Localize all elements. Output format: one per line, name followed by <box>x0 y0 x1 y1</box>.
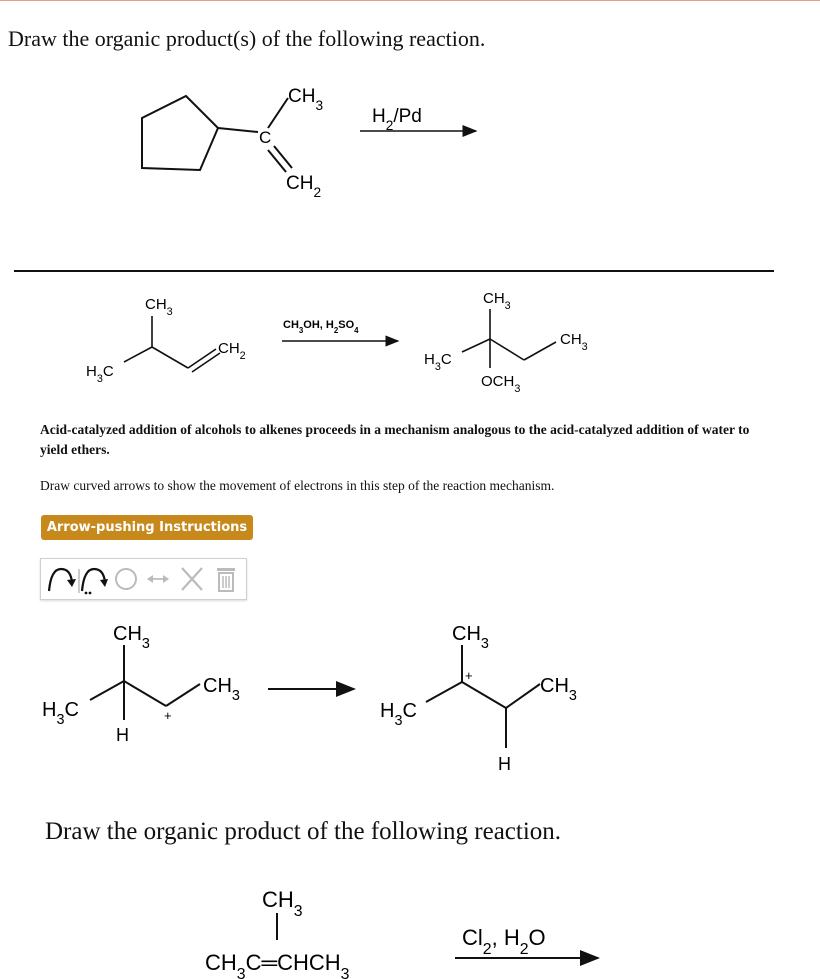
trash-icon[interactable] <box>211 563 241 595</box>
q1-c-label: C <box>259 128 272 147</box>
x-icon[interactable] <box>177 563 207 595</box>
arrow-pushing-instructions-button[interactable]: Arrow-pushing Instructions <box>41 515 253 540</box>
mechanism-instruction: Draw curved arrows to show the movement of electrons in this step of the reaction mechanism. <box>40 478 555 493</box>
double-arrow-icon[interactable] <box>143 563 173 595</box>
mech-left-plus: + <box>164 708 172 723</box>
q1-ch3-label: $CH_3$ <box>288 86 324 113</box>
q3-ch3-label: $CH_3$ <box>262 887 303 920</box>
q2-product-h3c: $H_3C$ <box>424 351 452 373</box>
mech-right-h3c: $H_3C$ <box>380 700 417 729</box>
q1-double-bond-a <box>268 150 286 172</box>
question-1-title: Draw the organic product(s) of the following reaction. <box>8 26 486 51</box>
q2-product-och3: $OCH_3$ <box>481 373 521 395</box>
q1-bond-ring-c <box>218 128 258 132</box>
q1-reagent-label: $H_2/Pd$ <box>372 106 422 133</box>
q2-product-ch3-right: $CH_3$ <box>560 331 588 353</box>
mech-right-ch3-top: $CH_3$ <box>452 623 489 652</box>
mech-right-h: H <box>498 754 511 774</box>
mech-right-bonds <box>426 645 540 748</box>
q2-reactant-ch3: $CH_3$ <box>145 296 173 318</box>
circle-icon[interactable] <box>111 563 141 595</box>
question-3-title: Draw the organic product of the following reaction. <box>45 818 562 845</box>
mech-right-plus: + <box>465 668 473 683</box>
q2-reactant-h3c: $H_3C$ <box>86 363 114 385</box>
drawing-toolbar <box>40 558 247 600</box>
q2-reagent: $CH_3OH$, $H_2SO_4$ <box>283 319 359 335</box>
q3-chain-label: $CH_3C═CHCH_3$ <box>205 950 350 979</box>
mech-right-ch3-right: $CH_3$ <box>540 675 577 704</box>
mech-left-h: H <box>116 725 129 745</box>
mech-left-ch3-right: $CH_3$ <box>203 675 240 704</box>
q2-reactant-bonds <box>124 316 220 372</box>
mechanism-description: Acid-catalyzed addition of alcohols to alkenes proceeds in a mechanism analogous to the acid-catalyzed addition of water to yield ethers. <box>40 422 750 457</box>
q3-reagent-label: $Cl_2$, $H_2O$ <box>462 925 546 958</box>
q1-ch2-label: $CH_2$ <box>286 173 322 200</box>
q2-product-ch3-top: $CH_3$ <box>483 290 511 312</box>
cyclopentane-ring <box>142 96 218 170</box>
q1-double-bond-b <box>274 146 292 168</box>
q1-bond-c-ch3 <box>268 98 288 128</box>
mech-left-bonds <box>90 645 200 720</box>
curved-arrow-icon[interactable] <box>45 563 77 595</box>
mech-left-ch3-top: $CH_3$ <box>113 623 150 652</box>
mech-left-h3c: $H_3C$ <box>42 699 79 728</box>
curved-arrow-lone-pair-icon[interactable] <box>77 563 109 595</box>
q2-reactant-ch2: $CH_2$ <box>218 340 246 362</box>
q2-product-bonds <box>462 309 556 368</box>
